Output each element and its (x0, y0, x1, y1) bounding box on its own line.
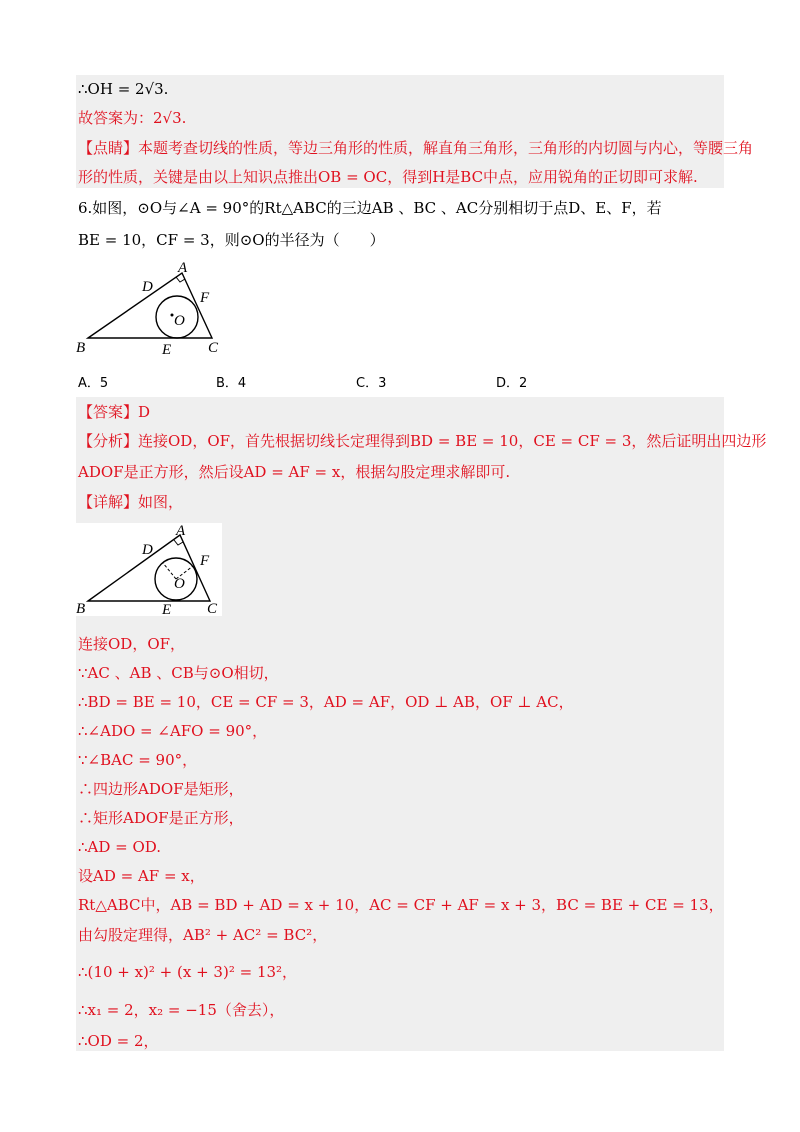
label-a: A (178, 260, 188, 276)
note-line-1: 【点睛】本题考查切线的性质，等边三角形的性质，解直角三角形，三角形的内切圆与内心，等腰三角 (78, 139, 754, 157)
label-b: B (76, 340, 86, 356)
step-2: ∵AC 、AB 、CB与⊙O相切， (78, 664, 279, 682)
step-8: ∴AD = OD. (78, 838, 162, 856)
step-11: 由勾股定理得，AB² + AC² = BC²， (78, 926, 328, 944)
analysis-line-1: 【分析】连接OD，OF，首先根据切线长定理得到BD = BE = 10，CE = CF = 3，然后证明出四边形 (78, 432, 767, 450)
option-c[interactable]: C．3 (356, 376, 387, 391)
label-o: O (174, 313, 185, 329)
answer-label: 【答案】D (78, 403, 151, 421)
analysis-line-2: ADOF是正方形，然后设AD = AF = x，根据勾股定理求解即可. (78, 463, 511, 481)
question-line-2: BE = 10，CF = 3，则⊙O的半径为（ ） (78, 231, 385, 249)
step-10: Rt△ABC中，AB = BD + AD = x + 10，AC = CF + AF = x + 3，BC = BE + CE = 13， (78, 896, 724, 914)
step-12: ∴(10 + x)² + (x + 3)² = 13²， (78, 963, 298, 981)
detail-label: 【详解】如图， (78, 493, 184, 511)
step-13: ∴x₁ = 2，x₂ = −15（舍去）， (78, 1001, 285, 1019)
question-line-1: 6.如图，⊙O与∠A = 90°的Rt△ABC的三边AB 、BC 、AC分别相切于点D、E、F，若 (78, 199, 662, 217)
step-9: 设AD = AF = x， (78, 867, 205, 885)
answer-options (78, 372, 678, 392)
top-line-2: 故答案为：2√3. (78, 109, 187, 127)
label-d: D (142, 279, 153, 295)
label-e-2: E (162, 602, 172, 618)
label-d-2: D (142, 542, 153, 558)
label-a-2: A (176, 523, 186, 539)
step-3: ∴BD = BE = 10，CE = CF = 3，AD = AF，OD ⊥ AB，OF ⊥ AC， (78, 693, 574, 711)
step-5: ∵∠BAC = 90°， (78, 751, 198, 769)
step-14: ∴OD = 2， (78, 1032, 159, 1050)
label-o-2: O (174, 576, 185, 592)
step-7: ∴矩形ADOF是正方形， (78, 809, 244, 827)
triangle-figure-1 (76, 258, 236, 358)
step-1: 连接OD，OF， (78, 635, 186, 653)
label-f: F (200, 290, 210, 306)
label-f-2: F (200, 553, 210, 569)
note-line-2: 形的性质，关键是由以上知识点推出OB = OC，得到H是BC中点，应用锐角的正切即可求解. (78, 168, 698, 186)
label-c: C (208, 340, 219, 356)
label-c-2: C (207, 601, 218, 617)
step-4: ∴∠ADO = ∠AFO = 90°， (78, 722, 268, 740)
option-a[interactable]: A．5 (78, 376, 109, 391)
step-6: ∴四边形ADOF是矩形， (78, 780, 244, 798)
triangle-figure-2 (76, 523, 226, 618)
label-b-2: B (76, 601, 86, 617)
top-line-1: ∴OH = 2√3. (78, 80, 169, 98)
option-b[interactable]: B．4 (216, 376, 247, 391)
option-d[interactable]: D．2 (496, 376, 528, 391)
label-e: E (162, 342, 172, 358)
